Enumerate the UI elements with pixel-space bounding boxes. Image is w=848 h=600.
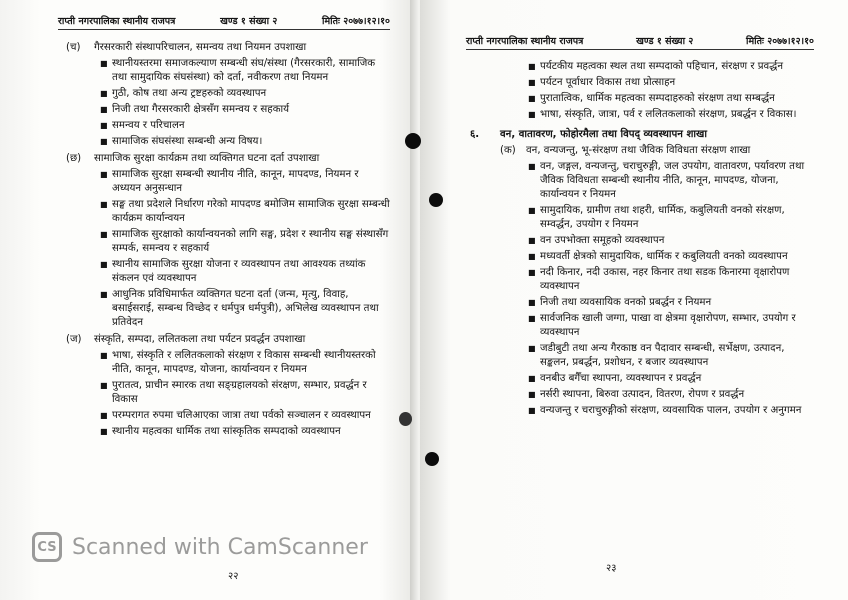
list-item <box>528 160 814 202</box>
item-text: भाषा, संस्कृति, जात्रा, पर्व र ललितकलाको संरक्षण, प्रबर्द्धन र विकास। <box>540 109 797 120</box>
bullet-icon: ■ <box>100 427 108 436</box>
watermark-text: Scanned with CamScanner <box>72 534 368 560</box>
bullet-icon: ■ <box>100 105 108 114</box>
list-item <box>100 258 390 286</box>
item-text: परम्परागत रुपमा चलिआएका जात्रा तथा पर्वको सञ्चालन र व्यवस्थापन <box>112 410 371 421</box>
list-item <box>100 103 390 117</box>
list-item <box>528 250 814 264</box>
item-text: नर्सरी स्थापना, बिरुवा उत्पादन, वितरण, रोपण र प्रवर्द्धन <box>540 389 745 400</box>
bullet-icon: ■ <box>528 162 536 171</box>
list-item <box>528 60 814 74</box>
item-text: नदी किनार, नदी उकास, नहर किनार तथा सडक किनारमा वृक्षारोपण व्यवस्थापन <box>540 267 790 292</box>
page-number: २२ <box>228 571 239 582</box>
subsection-heading <box>500 144 814 158</box>
section-marker: ६. <box>470 129 480 140</box>
item-text: वन, जङ्गल, वन्यजन्तु, चराचुरुङ्गी, जल उपयोग, वातावरण, पर्यावरण तथा जैविक विविधता सम्बन्धी स्थानीय नीति, कानून, मापदण्ड, योजना, कार्यान्वयन र नियमन <box>540 161 805 200</box>
item-text: भाषा, संस्कृति र ललितकलाको संरक्षण र विकास सम्बन्धी स्थानीयस्तरको नीति, कानून, मापदण्ड, योजना, कार्यान्वयन र नियमन <box>112 350 376 375</box>
bullet-icon: ■ <box>528 110 536 119</box>
item-text: स्थानीय महत्वका धार्मिक तथा सांस्कृतिक सम्पदाको व्यवस्थापन <box>112 426 341 437</box>
volume-number: खण्ड १ संख्या २ <box>636 36 694 47</box>
punch-hole <box>399 412 412 426</box>
item-text: वन उपभोक्ता समूहको व्यवस्थापन <box>540 235 665 246</box>
left-page <box>0 0 418 600</box>
list-item <box>100 57 390 85</box>
page-header <box>466 34 814 50</box>
bullet-icon: ■ <box>100 260 108 269</box>
bullet-icon: ■ <box>528 344 536 353</box>
page-number: २३ <box>606 563 617 574</box>
list-item <box>528 372 814 386</box>
right-page <box>420 0 848 600</box>
list-item <box>100 168 390 196</box>
bullet-icon: ■ <box>100 290 108 299</box>
list-item <box>528 92 814 106</box>
item-text: सामुदायिक, ग्रामीण तथा शहरी, धार्मिक, कबुलियती वनको संरक्षण, सम्वर्द्धन, उपयोग र नियमन <box>540 205 785 230</box>
gazette-date: मितिः २०७७।१२।१० <box>322 16 390 27</box>
bullet-icon: ■ <box>528 314 536 323</box>
bullet-icon: ■ <box>528 236 536 245</box>
subsection-heading <box>66 152 390 166</box>
list-item <box>100 379 390 407</box>
bullet-icon: ■ <box>100 121 108 130</box>
list-item <box>100 228 390 256</box>
bullet-icon: ■ <box>528 298 536 307</box>
list-item <box>528 404 814 418</box>
gazette-title: राप्ती नगरपालिका स्थानीय राजपत्र <box>466 36 584 47</box>
item-text: वन, वन्यजन्तु, भू-संरक्षण तथा जैविक विविधता संरक्षण शाखा <box>526 145 751 156</box>
list-item <box>528 204 814 232</box>
item-text: वनबीउ बगैँचा स्थापना, व्यवस्थापन र प्रवर्द्धन <box>540 373 702 384</box>
left-page-body <box>66 38 390 439</box>
right-page-body <box>470 58 814 418</box>
item-text: मध्यवर्ती क्षेत्रको सामुदायिक, धार्मिक र कबुलियती वनको व्यवस्थापन <box>540 251 788 262</box>
punch-hole <box>425 452 439 466</box>
item-text: स्थानीय सामाजिक सुरक्षा योजना र व्यवस्थापन तथा आवश्यक तथ्यांक संकलन एवं व्यवस्थापन <box>112 259 366 284</box>
punch-hole <box>429 193 443 207</box>
bullet-icon: ■ <box>100 89 108 98</box>
item-text: निजी तथा गैरसरकारी क्षेत्रसँग समन्वय र सहकार्य <box>112 104 290 115</box>
section-marker: (छ) <box>66 153 82 164</box>
section-marker: (च) <box>66 42 81 53</box>
list-item <box>528 234 814 248</box>
section-marker: (क) <box>500 145 516 156</box>
list-item <box>100 425 390 439</box>
bullet-icon: ■ <box>528 406 536 415</box>
list-item <box>100 409 390 423</box>
bullet-icon: ■ <box>528 390 536 399</box>
list-item <box>528 388 814 402</box>
item-text: सामाजिक सुरक्षा सम्बन्धी स्थानीय नीति, कानून, मापदण्ड, नियमन र अध्ययन अनुसन्धान <box>112 169 359 194</box>
item-text: सामाजिक सुरक्षा कार्यक्रम तथा व्यक्तिगत घटना दर्ता उपशाखा <box>94 153 320 164</box>
item-text: गैरसरकारी संस्थापरिचालन, समन्वय तथा नियमन उपशाखा <box>94 42 307 53</box>
item-text: जडीबुटी तथा अन्य गैरकाष्ठ वन पैदावार सम्बन्धी, सर्भेक्षण, उत्पादन, सङ्कलन, प्रबर्द्धन, प्रशोधन, र बजार व्यवस्थापन <box>540 343 785 368</box>
camscanner-watermark <box>32 532 368 562</box>
bullet-icon: ■ <box>100 411 108 420</box>
bullet-icon: ■ <box>528 62 536 71</box>
item-text: सामाजिक संघसंस्था सम्बन्धी अन्य विषय। <box>112 136 263 147</box>
list-item <box>528 312 814 340</box>
list-item <box>100 87 390 101</box>
bullet-icon: ■ <box>528 374 536 383</box>
list-item <box>528 76 814 90</box>
section-marker: (ज) <box>66 334 82 345</box>
bullet-icon: ■ <box>528 206 536 215</box>
bullet-icon: ■ <box>100 170 108 179</box>
bullet-icon: ■ <box>100 230 108 239</box>
punch-hole <box>405 133 421 149</box>
item-text: सार्वजनिक खाली जग्गा, पाखा वा क्षेत्रमा वृक्षारोपण, सम्भार, उपयोग र व्यवस्थापन <box>540 313 796 338</box>
list-item <box>528 108 814 122</box>
camscanner-logo-icon: CS <box>32 532 62 562</box>
item-text: निजी तथा व्यवसायिक वनको प्रबर्द्धन र नियमन <box>540 297 712 308</box>
bullet-icon: ■ <box>100 200 108 209</box>
list-item <box>100 198 390 226</box>
bullet-icon: ■ <box>528 78 536 87</box>
item-text: सामाजिक सुरक्षाको कार्यान्वयनको लागि सङ्घ, प्रदेश र स्थानीय सङ्घ संस्थासँग सम्पर्क, समन्वय र सहकार्य <box>112 229 389 254</box>
list-item <box>100 135 390 149</box>
list-item <box>528 342 814 370</box>
section-heading <box>470 128 814 142</box>
item-text: आधुनिक प्रविधिमार्फत व्यक्तिगत घटना दर्ता (जन्म, मृत्यु, विवाह, बसाईसराई, सम्बन्ध विच्छेद र धर्मपुत्र धर्मपुत्री), अभिलेख व्यवस्थापन तथा प्रतिवेदन <box>112 289 379 328</box>
subsection-heading <box>66 41 390 55</box>
item-text: पुरातत्व, प्राचीन स्मारक तथा सङ्ग्रहालयको संरक्षण, सम्भार, प्रवर्द्धन र विकास <box>112 380 367 405</box>
list-item <box>528 266 814 294</box>
volume-number: खण्ड १ संख्या २ <box>220 16 278 27</box>
list-item <box>100 119 390 133</box>
bullet-icon: ■ <box>528 252 536 261</box>
bullet-icon: ■ <box>528 94 536 103</box>
bullet-icon: ■ <box>100 381 108 390</box>
item-text: पर्यटन पूर्वाधार विकास तथा प्रोत्साहन <box>540 77 676 88</box>
item-text: गुठी, कोष तथा अन्य ट्रष्टहरुको व्यवस्थापन <box>112 88 267 99</box>
subsection-heading <box>66 333 390 347</box>
gazette-title: राप्ती नगरपालिका स्थानीय राजपत्र <box>58 16 176 27</box>
list-item <box>100 349 390 377</box>
item-text: पुरातात्विक, धार्मिक महत्वका सम्पदाहरुको संरक्षण तथा सम्बर्द्धन <box>540 93 775 104</box>
item-text: स्थानीयस्तरमा समाजकल्याण सम्बन्धी संघ/संस्था (गैरसरकारी, सामाजिक तथा सामुदायिक संघसंस्था) को दर्ता, नवीकरण तथा नियमन <box>112 58 376 83</box>
item-text: पर्यटकीय महत्वका स्थल तथा सम्पदाको पहिचान, संरक्षण र प्रवर्द्धन <box>540 61 783 72</box>
bullet-icon: ■ <box>528 268 536 277</box>
gazette-date: मितिः २०७७।१२।१० <box>746 36 814 47</box>
bullet-icon: ■ <box>100 59 108 68</box>
list-item <box>528 296 814 310</box>
bullet-icon: ■ <box>100 351 108 360</box>
page-header <box>58 14 390 30</box>
item-text: संस्कृति, सम्पदा, ललितकला तथा पर्यटन प्रवर्द्धन उपशाखा <box>94 334 306 345</box>
item-text: सङ्घ तथा प्रदेशले निर्धारण गरेको मापदण्ड बमोजिम सामाजिक सुरक्षा सम्बन्धी कार्यक्रम कार्यान्वयन <box>112 199 390 224</box>
item-text: वन्यजन्तु र चराचुरुङ्गीको संरक्षण, व्यवसायिक पालन, उपयोग र अनुगमन <box>540 405 802 416</box>
item-text: समन्वय र परिचालन <box>112 120 185 131</box>
list-item <box>100 288 390 330</box>
bullet-icon: ■ <box>100 137 108 146</box>
item-text: वन, वातावरण, फोहोरमैला तथा विपद् व्यवस्थापन शाखा <box>500 129 708 140</box>
